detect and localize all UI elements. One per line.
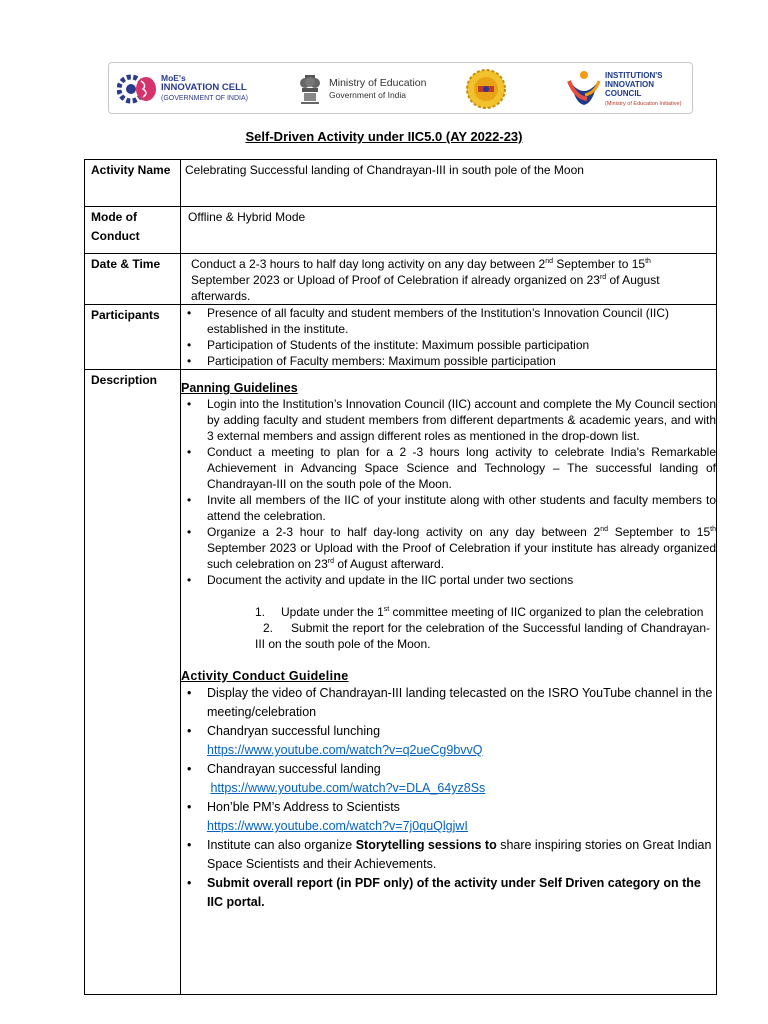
activity-name-value: Celebrating Successful landing of Chandrayan-III in south pole of the Moon [185,163,584,177]
mode-label: Mode of Conduct [85,207,181,254]
description-cell [181,370,717,995]
list-item: • Institute can also organize Storytelling sessions to share inspiring stories on Great Indian Space Scientists and their Achievements. [207,836,716,874]
list-item: • Chandryan successful lunching https://www.youtube.com/watch?v=q2ueCg9bvvQ [207,722,716,760]
table-row [85,160,717,207]
list-item: • Participation of Students of the institute: Maximum possible participation [207,337,716,353]
table-row [85,254,717,305]
iic-swoosh-icon [565,69,603,109]
launch-video-link[interactable]: https://www.youtube.com/watch?v=q2ueCg9bvvQ [207,743,483,757]
date-label: Date & Time [85,254,181,305]
list-item: • Document the activity and update in the IIC portal under two sections [207,572,716,588]
list-item: • Invite all members of the IIC of your institute along with other students and faculty members to attend the celebration. [207,492,716,524]
gear-brain-icon [117,69,159,109]
list-item: • Participation of Faculty members: Maximum possible participation [207,353,716,369]
participants-label: Participants [85,305,181,370]
conduct-list [181,684,716,912]
landing-video-link[interactable]: https://www.youtube.com/watch?v=DLA_64yz8Ss [210,781,486,795]
table-row [85,305,717,370]
list-item: 1. Update under the 1st committee meeting of IIC organized to plan the celebration [255,605,704,619]
list-item: • Hon’ble PM’s Address to Scientists https://www.youtube.com/watch?v=7j0quQlgjwI [207,798,716,836]
planning-heading: Panning Guidelines [181,381,298,395]
list-item: • Chandrayan successful landing https://www.youtube.com/watch?v=DLA_64yz8Ss [207,760,716,798]
list-item: • Presence of all faculty and student members of the Institution’s Innovation Council (IIC) established in the institute. [207,305,716,337]
activity-table [84,159,717,995]
date-value: Conduct a 2-3 hours to half day long activity on any day between 2nd September to 15th September 2023 or Upload of Proof of Celebration if already organized on 23rd of August afterwards. [191,257,660,303]
aicte-seal-icon [464,69,508,109]
sections-list [255,604,710,652]
list-item: • Login into the Institution’s Innovation Council (IIC) account and complete the My Council section by adding faculty and student members from different departments & academic years, and with 3 external members and assign different roles as mentioned in the drop-down list. [207,396,716,444]
conduct-heading: Activity Conduct Guideline [181,669,349,683]
list-item: 2. Submit the report for the celebration of the Successful landing of Chandrayan-III on the south pole of the Moon. [255,621,710,651]
document-title: Self-Driven Activity under IIC5.0 (AY 2022-23) [245,129,523,144]
planning-list [181,396,716,588]
logo-banner [108,62,693,114]
emblem-icon [295,69,325,109]
list-item: • Submit overall report (in PDF only) of the activity under Self Driven category on the IIC portal. [207,874,716,912]
pm-address-video-link[interactable]: https://www.youtube.com/watch?v=7j0quQlgjwI [207,819,468,833]
list-item: • Display the video of Chandrayan-III landing telecasted on the ISRO YouTube channel in the meeting/celebration [207,684,716,722]
list-item: • Conduct a meeting to plan for a 2 -3 hours long activity to celebrate India's Remarkable Achievement in Advancing Space Science and Technology – The successful landing of Chandrayan-III on the south pole of the Moon. [207,444,716,492]
ministry-of-education-logo: Ministry of Education Government of India [295,69,435,109]
table-row [85,207,717,254]
participants-list [181,305,716,369]
description-label: Description [85,370,181,995]
aicte-logo [464,69,510,109]
moe-innovation-cell-logo: MoE's INNOVATION CELL (GOVERNMENT OF INDIA) [117,69,267,109]
table-row [85,370,717,995]
list-item: • Organize a 2-3 hour to half day-long activity on any day between 2nd September to 15th September 2023 or Upload with the Proof of Celebration if your institute has already organized such celebration on 23rd of August afterward. [207,524,716,572]
iic-logo: INSTITUTION'S INNOVATION COUNCIL (Ministry of Education Initiative) [565,69,693,109]
activity-name-label: Activity Name [85,160,181,207]
mode-value: Offline & Hybrid Mode [188,210,306,224]
